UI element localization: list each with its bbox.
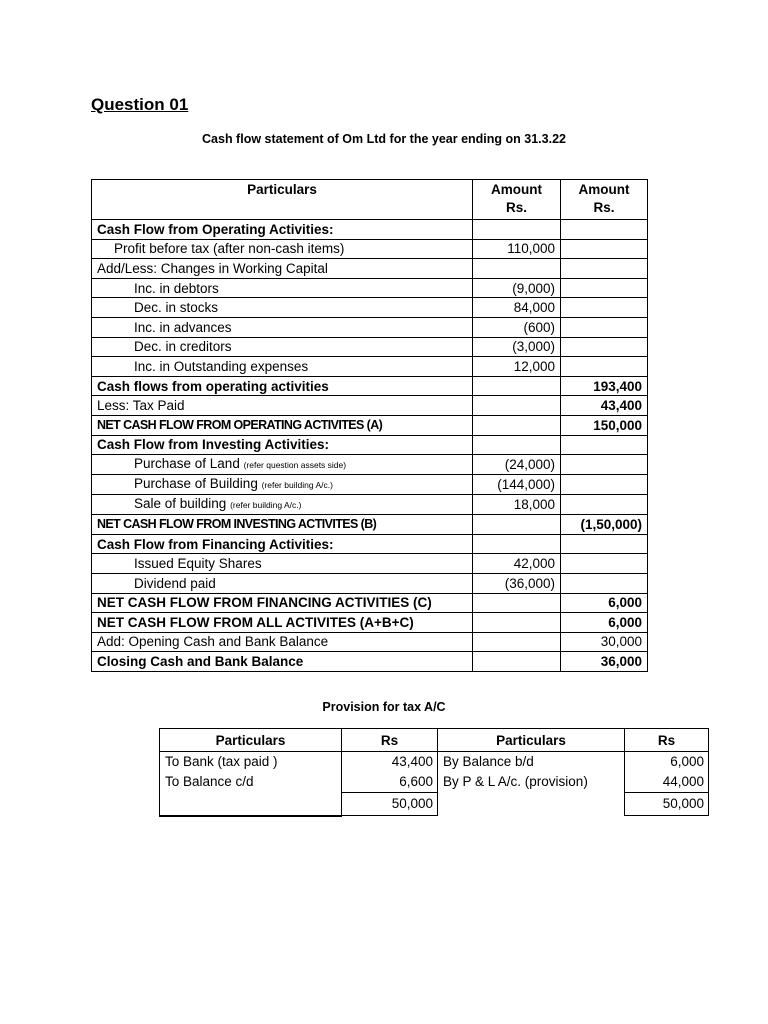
cash-flow-row bbox=[92, 455, 648, 475]
cash-flow-row bbox=[92, 554, 648, 574]
row-amount bbox=[473, 376, 561, 396]
row-total bbox=[561, 357, 648, 377]
row-particulars bbox=[92, 278, 473, 298]
row-label: Cash Flow from Financing Activities: bbox=[97, 536, 334, 552]
row-particulars bbox=[92, 515, 473, 535]
row-label: Add/Less: Changes in Working Capital bbox=[97, 260, 328, 276]
debit-entry-amount: 43,400 bbox=[391, 754, 433, 769]
row-total bbox=[561, 495, 648, 515]
row-label: Purchase of Land bbox=[134, 456, 244, 472]
row-particulars bbox=[92, 239, 473, 259]
row-particulars bbox=[92, 396, 473, 416]
row-particulars bbox=[92, 593, 473, 613]
cash-flow-row bbox=[92, 259, 648, 279]
total-cr: 50,000 bbox=[625, 793, 709, 816]
cash-flow-row bbox=[92, 593, 648, 613]
cash-flow-title: Cash flow statement of Om Ltd for the year ending on 31.3.22 bbox=[202, 132, 566, 146]
cash-flow-row bbox=[92, 573, 648, 593]
row-label: NET CASH FLOW FROM FINANCING ACTIVITIES (C) bbox=[97, 595, 432, 611]
row-total bbox=[561, 554, 648, 574]
row-particulars bbox=[92, 554, 473, 574]
row-total bbox=[561, 573, 648, 593]
row-label: NET CASH FLOW FROM ALL ACTIVITES (A+B+C) bbox=[97, 614, 414, 630]
cash-flow-row bbox=[92, 632, 648, 652]
row-particulars bbox=[92, 298, 473, 318]
cash-flow-row bbox=[92, 613, 648, 633]
cash-flow-row bbox=[92, 435, 648, 455]
credit-particulars bbox=[438, 752, 625, 793]
row-total bbox=[561, 259, 648, 279]
cash-flow-row bbox=[92, 475, 648, 495]
cash-flow-row bbox=[92, 278, 648, 298]
row-amount: 110,000 bbox=[473, 239, 561, 259]
row-label: Profit before tax (after non-cash items) bbox=[114, 241, 345, 257]
row-amount: (3,000) bbox=[473, 337, 561, 357]
row-label: Add: Opening Cash and Bank Balance bbox=[97, 634, 329, 650]
row-amount bbox=[473, 415, 561, 435]
credit-entry-amount: 44,000 bbox=[662, 774, 704, 789]
amount-header: Amount Rs. bbox=[473, 180, 561, 220]
row-amount bbox=[473, 515, 561, 535]
rs-cr-header: Rs bbox=[625, 729, 709, 752]
particulars-cr-header: Particulars bbox=[438, 729, 625, 752]
row-particulars bbox=[92, 435, 473, 455]
row-amount: 12,000 bbox=[473, 357, 561, 377]
row-particulars bbox=[92, 613, 473, 633]
row-total bbox=[561, 455, 648, 475]
row-amount: 84,000 bbox=[473, 298, 561, 318]
credit-amounts bbox=[625, 752, 709, 793]
row-label: Cash flows from operating activities bbox=[97, 378, 329, 394]
cash-flow-row bbox=[92, 652, 648, 672]
row-particulars bbox=[92, 632, 473, 652]
debit-entry-label: To Bank (tax paid ) bbox=[165, 754, 278, 769]
row-label: Cash Flow from Operating Activities: bbox=[97, 221, 334, 237]
row-total bbox=[561, 534, 648, 554]
cash-flow-row bbox=[92, 239, 648, 259]
total-dr-label-cell bbox=[160, 793, 342, 816]
row-particulars bbox=[92, 220, 473, 240]
cash-flow-table bbox=[91, 179, 648, 672]
row-amount bbox=[473, 593, 561, 613]
credit-entry-label: By P & L A/c. (provision) bbox=[443, 774, 588, 789]
cash-flow-row bbox=[92, 495, 648, 515]
row-label: Dec. in creditors bbox=[134, 339, 232, 355]
row-amount bbox=[473, 396, 561, 416]
provision-title: Provision for tax A/C bbox=[322, 700, 446, 714]
cash-flow-row bbox=[92, 220, 648, 240]
row-particulars bbox=[92, 534, 473, 554]
row-note: (refer building A/c.) bbox=[261, 480, 333, 491]
row-label: Less: Tax Paid bbox=[97, 398, 185, 414]
amount-total-header: Amount Rs. bbox=[561, 180, 648, 220]
row-particulars bbox=[92, 652, 473, 672]
row-total: 6,000 bbox=[561, 593, 648, 613]
row-particulars bbox=[92, 357, 473, 377]
row-total bbox=[561, 475, 648, 495]
cash-flow-row bbox=[92, 376, 648, 396]
debit-amounts bbox=[342, 752, 438, 793]
cash-flow-header-row bbox=[92, 180, 648, 220]
cash-flow-row bbox=[92, 396, 648, 416]
row-note: (refer building A/c.) bbox=[230, 500, 302, 511]
row-particulars bbox=[92, 455, 473, 475]
particulars-dr-header: Particulars bbox=[160, 729, 342, 752]
row-amount: (144,000) bbox=[473, 475, 561, 495]
row-amount: (9,000) bbox=[473, 278, 561, 298]
cash-flow-row bbox=[92, 337, 648, 357]
row-total bbox=[561, 278, 648, 298]
total-cr-label-cell bbox=[438, 793, 625, 816]
row-label: Inc. in debtors bbox=[134, 280, 219, 296]
row-total bbox=[561, 239, 648, 259]
provision-header-row bbox=[160, 729, 709, 752]
row-amount: 42,000 bbox=[473, 554, 561, 574]
row-total: 6,000 bbox=[561, 613, 648, 633]
row-total bbox=[561, 220, 648, 240]
row-label: NET CASH FLOW FROM INVESTING ACTIVITES (B) bbox=[97, 516, 377, 531]
cash-flow-row bbox=[92, 317, 648, 337]
row-label: Inc. in advances bbox=[134, 319, 232, 335]
row-label: Cash Flow from Investing Activities: bbox=[97, 437, 330, 453]
row-total: (1,50,000) bbox=[561, 515, 648, 535]
row-amount bbox=[473, 534, 561, 554]
provision-entries-row bbox=[160, 752, 709, 793]
cash-flow-row bbox=[92, 415, 648, 435]
row-label: NET CASH FLOW FROM OPERATING ACTIVITES (A) bbox=[97, 417, 383, 432]
row-total bbox=[561, 435, 648, 455]
rs-dr-header: Rs bbox=[342, 729, 438, 752]
credit-entry-label: By Balance b/d bbox=[443, 754, 534, 769]
row-label: Inc. in Outstanding expenses bbox=[134, 358, 309, 374]
row-particulars bbox=[92, 259, 473, 279]
row-amount bbox=[473, 632, 561, 652]
row-total: 43,400 bbox=[561, 396, 648, 416]
row-amount bbox=[473, 652, 561, 672]
row-total: 150,000 bbox=[561, 415, 648, 435]
row-total bbox=[561, 337, 648, 357]
row-particulars bbox=[92, 317, 473, 337]
question-title: Question 01 bbox=[91, 95, 189, 114]
row-particulars bbox=[92, 495, 473, 515]
row-particulars bbox=[92, 376, 473, 396]
row-particulars bbox=[92, 337, 473, 357]
debit-particulars bbox=[160, 752, 342, 793]
row-particulars bbox=[92, 415, 473, 435]
row-amount: (24,000) bbox=[473, 455, 561, 475]
provision-total-row bbox=[160, 793, 709, 816]
row-label: Purchase of Building bbox=[134, 476, 262, 492]
cash-flow-row bbox=[92, 298, 648, 318]
cash-flow-row bbox=[92, 515, 648, 535]
row-label: Closing Cash and Bank Balance bbox=[97, 654, 304, 670]
cash-flow-row bbox=[92, 534, 648, 554]
row-label: Sale of building bbox=[134, 496, 231, 512]
row-total bbox=[561, 298, 648, 318]
row-particulars bbox=[92, 475, 473, 495]
row-total bbox=[561, 317, 648, 337]
row-amount bbox=[473, 613, 561, 633]
row-note: (refer question assets side) bbox=[243, 460, 347, 471]
particulars-header: Particulars bbox=[92, 180, 473, 220]
cash-flow-row bbox=[92, 357, 648, 377]
row-label: Dec. in stocks bbox=[134, 300, 219, 316]
row-amount bbox=[473, 435, 561, 455]
row-total: 30,000 bbox=[561, 632, 648, 652]
row-amount bbox=[473, 220, 561, 240]
row-amount: (600) bbox=[473, 317, 561, 337]
debit-entry-label: To Balance c/d bbox=[165, 774, 254, 789]
row-amount: 18,000 bbox=[473, 495, 561, 515]
provision-table bbox=[159, 728, 709, 817]
row-particulars bbox=[92, 573, 473, 593]
row-amount: (36,000) bbox=[473, 573, 561, 593]
row-label: Dividend paid bbox=[134, 575, 216, 591]
credit-entry-amount: 6,000 bbox=[670, 754, 704, 769]
row-label: Issued Equity Shares bbox=[134, 556, 262, 572]
total-dr: 50,000 bbox=[342, 793, 438, 816]
row-total: 36,000 bbox=[561, 652, 648, 672]
row-total: 193,400 bbox=[561, 376, 648, 396]
row-amount bbox=[473, 259, 561, 279]
debit-entry-amount: 6,600 bbox=[399, 774, 433, 789]
